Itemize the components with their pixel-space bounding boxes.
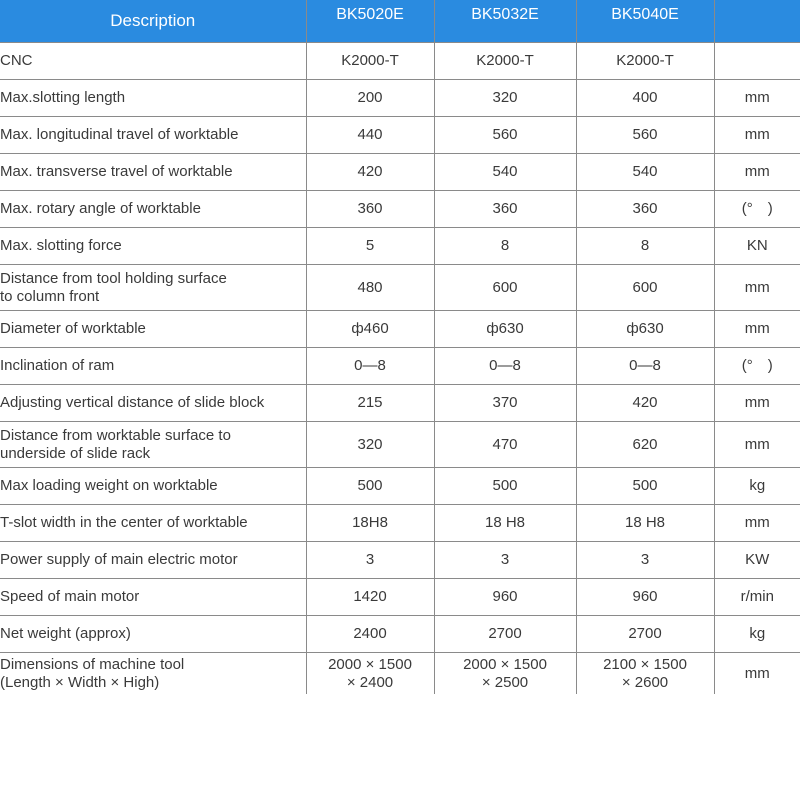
row-value-line: 2700 [628, 625, 662, 642]
row-value-model-1 [306, 191, 434, 228]
row-value-line: 960 [492, 588, 518, 605]
row-value-model-2 [434, 653, 576, 695]
row-value-line: K2000-T [616, 52, 674, 69]
row-unit: mm [714, 154, 800, 191]
table-row [0, 468, 800, 505]
row-description [0, 154, 306, 191]
row-value-line: × 2500 [481, 673, 529, 691]
row-unit: mm [714, 385, 800, 422]
row-value-model-2 [434, 579, 576, 616]
row-value-line: 0—8 [629, 357, 661, 374]
row-value-line: 360 [357, 200, 383, 217]
row-value-model-3 [576, 422, 714, 468]
table-row [0, 311, 800, 348]
row-unit: mm [714, 311, 800, 348]
row-value-line: 600 [632, 278, 658, 296]
row-value-model-3 [576, 311, 714, 348]
row-description-line: Max. longitudinal travel of worktable [0, 126, 239, 143]
row-description-line: Inclination of ram [0, 357, 115, 374]
table-row [0, 653, 800, 695]
header-model-3: BK5040E [576, 0, 714, 43]
row-value-model-3 [576, 154, 714, 191]
row-unit: (° ) [714, 191, 800, 228]
row-value-model-2 [434, 542, 576, 579]
row-description-line: underside of slide rack [0, 444, 151, 462]
row-value-model-2 [434, 311, 576, 348]
row-value-line: 18 H8 [624, 514, 666, 531]
row-value-line: 500 [357, 477, 383, 494]
row-value-line: 470 [492, 435, 518, 453]
table-row [0, 579, 800, 616]
row-description [0, 348, 306, 385]
row-value-line: 8 [640, 237, 650, 254]
row-value-model-1 [306, 505, 434, 542]
row-value-line: 18 H8 [484, 514, 526, 531]
row-unit: mm [714, 422, 800, 468]
row-value-line: × 2600 [621, 673, 669, 691]
table-row [0, 422, 800, 468]
row-value-model-3 [576, 117, 714, 154]
row-value-model-1 [306, 311, 434, 348]
row-value-line: K2000-T [341, 52, 399, 69]
row-description-line: Max.slotting length [0, 89, 126, 106]
row-description-line: Max loading weight on worktable [0, 477, 218, 494]
row-description-line: Max. slotting force [0, 237, 122, 254]
row-description [0, 191, 306, 228]
header-row [0, 0, 800, 43]
header-model-1: BK5020E [306, 0, 434, 43]
row-value-model-1 [306, 117, 434, 154]
row-value-line: 2000 × 1500 [463, 655, 547, 673]
row-description [0, 311, 306, 348]
table-row [0, 43, 800, 80]
row-value-model-2 [434, 265, 576, 311]
table-row [0, 117, 800, 154]
row-value-line: 2100 × 1500 [603, 655, 687, 673]
row-value-line: 620 [632, 435, 658, 453]
row-value-model-1 [306, 468, 434, 505]
row-value-line: 320 [357, 435, 383, 453]
table-row [0, 616, 800, 653]
row-value-model-2 [434, 348, 576, 385]
row-value-line: 500 [492, 477, 518, 494]
table-row [0, 505, 800, 542]
row-value-model-3 [576, 43, 714, 80]
header-unit [714, 0, 800, 43]
row-value-model-2 [434, 385, 576, 422]
row-value-line: 2400 [353, 625, 387, 642]
row-value-model-3 [576, 505, 714, 542]
row-value-line: 5 [365, 237, 375, 254]
row-description-line: Adjusting vertical distance of slide block [0, 394, 265, 411]
row-description [0, 616, 306, 653]
row-value-line: 480 [357, 278, 383, 296]
row-value-line: ф630 [486, 320, 524, 337]
row-description [0, 468, 306, 505]
row-value-line: 0—8 [354, 357, 386, 374]
row-value-model-2 [434, 191, 576, 228]
row-value-model-2 [434, 80, 576, 117]
row-value-line: 540 [492, 163, 518, 180]
row-value-line: 2700 [488, 625, 522, 642]
spec-table-header [0, 0, 800, 43]
row-value-model-3 [576, 80, 714, 117]
row-value-model-3 [576, 616, 714, 653]
row-value-line: × 2400 [346, 673, 394, 691]
row-value-model-3 [576, 348, 714, 385]
row-description-line: Speed of main motor [0, 588, 140, 605]
row-value-model-1 [306, 653, 434, 695]
row-value-model-1 [306, 228, 434, 265]
row-value-line: 8 [500, 237, 510, 254]
row-value-model-3 [576, 542, 714, 579]
row-value-model-2 [434, 117, 576, 154]
table-row [0, 191, 800, 228]
row-unit: mm [714, 653, 800, 695]
row-value-model-3 [576, 265, 714, 311]
row-value-model-2 [434, 616, 576, 653]
table-row [0, 348, 800, 385]
row-description-line: Power supply of main electric motor [0, 551, 238, 568]
row-value-model-3 [576, 468, 714, 505]
row-value-line: 18H8 [352, 514, 388, 531]
row-value-model-1 [306, 43, 434, 80]
row-value-model-2 [434, 154, 576, 191]
row-description [0, 385, 306, 422]
row-value-line: 3 [500, 551, 510, 568]
row-value-model-2 [434, 505, 576, 542]
row-value-model-1 [306, 616, 434, 653]
row-value-model-2 [434, 422, 576, 468]
table-row [0, 265, 800, 311]
row-value-line: ф460 [351, 320, 389, 337]
table-row [0, 154, 800, 191]
row-description [0, 228, 306, 265]
row-value-line: 420 [357, 163, 383, 180]
row-value-line: 200 [357, 89, 383, 106]
row-description-line: Max. rotary angle of worktable [0, 200, 201, 217]
row-description-line: Max. transverse travel of worktable [0, 163, 233, 180]
row-unit: kg [714, 468, 800, 505]
row-value-model-1 [306, 422, 434, 468]
row-unit: mm [714, 117, 800, 154]
row-unit: r/min [714, 579, 800, 616]
row-value-model-1 [306, 154, 434, 191]
row-unit: mm [714, 80, 800, 117]
row-description [0, 117, 306, 154]
row-description-line: (Length × Width × High) [0, 673, 160, 691]
row-description [0, 265, 306, 311]
row-value-line: 360 [632, 200, 658, 217]
row-value-model-1 [306, 348, 434, 385]
row-value-line: 2000 × 1500 [328, 655, 412, 673]
row-value-line: 960 [632, 588, 658, 605]
row-value-model-3 [576, 579, 714, 616]
row-value-line: 360 [492, 200, 518, 217]
row-description-line: Distance from worktable surface to [0, 426, 231, 444]
row-value-line: 320 [492, 89, 518, 106]
row-description [0, 653, 306, 695]
row-value-line: 400 [632, 89, 658, 106]
row-description-line: Dimensions of machine tool [0, 655, 185, 673]
row-value-line: ф630 [626, 320, 664, 337]
row-value-line: 560 [632, 126, 658, 143]
row-value-model-2 [434, 468, 576, 505]
row-unit [714, 43, 800, 80]
row-value-line: 0—8 [489, 357, 521, 374]
table-row [0, 542, 800, 579]
row-description [0, 505, 306, 542]
row-description [0, 422, 306, 468]
spec-table-body [0, 43, 800, 695]
row-description-line: Diameter of worktable [0, 320, 146, 337]
row-description-line: to column front [0, 287, 100, 305]
row-description-line: CNC [0, 52, 33, 69]
row-value-model-1 [306, 80, 434, 117]
row-unit: mm [714, 505, 800, 542]
row-value-model-3 [576, 228, 714, 265]
table-row [0, 228, 800, 265]
row-description-line: Net weight (approx) [0, 625, 131, 642]
header-description: Description [0, 0, 306, 43]
row-unit: KW [714, 542, 800, 579]
row-value-line: 3 [365, 551, 375, 568]
header-model-2: BK5032E [434, 0, 576, 43]
row-unit: KN [714, 228, 800, 265]
row-value-model-1 [306, 385, 434, 422]
row-value-line: 600 [492, 278, 518, 296]
row-value-model-3 [576, 191, 714, 228]
row-value-model-1 [306, 265, 434, 311]
row-unit: (° ) [714, 348, 800, 385]
row-value-line: 215 [357, 394, 383, 411]
row-value-model-2 [434, 228, 576, 265]
row-description-line: T-slot width in the center of worktable [0, 514, 248, 531]
row-value-line: 420 [632, 394, 658, 411]
row-value-line: 540 [632, 163, 658, 180]
row-value-model-1 [306, 542, 434, 579]
row-value-line: 370 [492, 394, 518, 411]
row-description [0, 579, 306, 616]
row-value-model-3 [576, 385, 714, 422]
row-description [0, 542, 306, 579]
row-value-line: 440 [357, 126, 383, 143]
row-value-model-1 [306, 579, 434, 616]
table-row [0, 80, 800, 117]
row-value-model-3 [576, 653, 714, 695]
row-value-line: 500 [632, 477, 658, 494]
row-description-line: Distance from tool holding surface [0, 269, 227, 287]
row-unit: kg [714, 616, 800, 653]
row-description [0, 80, 306, 117]
row-value-line: 560 [492, 126, 518, 143]
row-value-model-2 [434, 43, 576, 80]
table-row [0, 385, 800, 422]
row-description [0, 43, 306, 80]
row-unit: mm [714, 265, 800, 311]
row-value-line: 3 [640, 551, 650, 568]
row-value-line: K2000-T [476, 52, 534, 69]
row-value-line: 1420 [353, 588, 387, 605]
